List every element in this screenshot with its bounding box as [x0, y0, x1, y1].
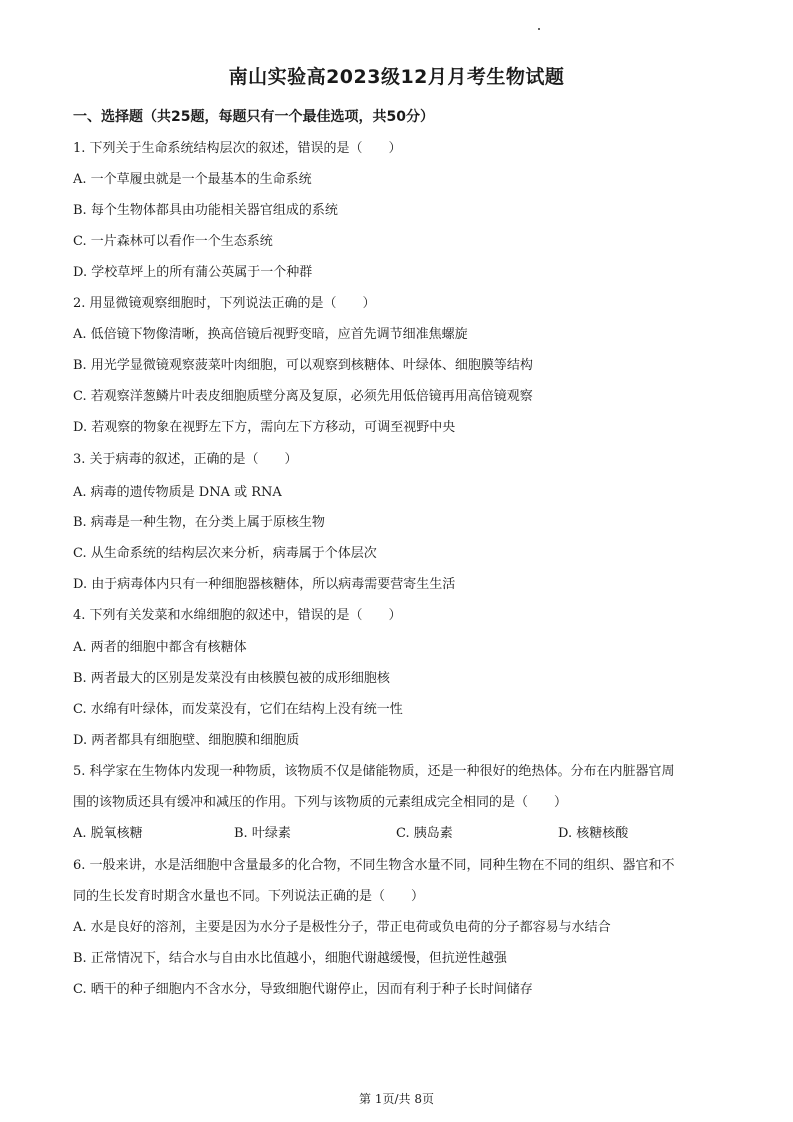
- q1-option-d: D. 学校草坪上的所有蒲公英属于一个种群: [73, 265, 313, 280]
- q5-option-c: C. 胰岛素: [396, 826, 453, 841]
- q3-option-b: B. 病毒是一种生物，在分类上属于原核生物: [73, 515, 325, 530]
- q1-option-a: A. 一个草履虫就是一个最基本的生命系统: [73, 172, 312, 187]
- q6-option-b: B. 正常情况下，结合水与自由水比值越小，细胞代谢越缓慢，但抗逆性越强: [73, 951, 507, 966]
- q6-stem-line1: 6. 一般来讲，水是活细胞中含量最多的化合物，不同生物含水量不同，同种生物在不同的组织、器官和不: [73, 858, 675, 873]
- q2-option-c: C. 若观察洋葱鳞片叶表皮细胞质壁分离及复原，必须先用低倍镜再用高倍镜观察: [73, 389, 533, 404]
- q4-option-a: A. 两者的细胞中都含有核糖体: [73, 640, 247, 655]
- q3-option-a: A. 病毒的遗传物质是 DNA 或 RNA: [73, 485, 282, 500]
- q1-option-b: B. 每个生物体都具由功能相关器官组成的系统: [73, 203, 338, 218]
- q5-option-a: A. 脱氧核糖: [73, 826, 143, 841]
- q6-stem-line2: 同的生长发育时期含水量也不同。下列说法正确的是（ ）: [73, 889, 425, 904]
- top-dot-mark: [538, 28, 540, 30]
- q2-option-b: B. 用光学显微镜观察菠菜叶肉细胞，可以观察到核糖体、叶绿体、细胞膜等结构: [73, 358, 533, 373]
- page-footer: 第 1页/共 8页: [359, 1092, 434, 1106]
- q5-option-b: B. 叶绿素: [234, 826, 291, 841]
- q2-stem: 2. 用显微镜观察细胞时，下列说法正确的是（ ）: [73, 296, 376, 311]
- q1-stem: 1. 下列关于生命系统结构层次的叙述，错误的是（ ）: [73, 141, 402, 156]
- q2-option-d: D. 若观察的物象在视野左下方，需向左下方移动，可调至视野中央: [73, 420, 456, 435]
- q6-option-a: A. 水是良好的溶剂，主要是因为水分子是极性分子，带正电荷或负电荷的分子都容易与水结合: [73, 920, 611, 935]
- q2-option-a: A. 低倍镜下物像清晰，换高倍镜后视野变暗，应首先调节细准焦螺旋: [73, 327, 468, 342]
- q6-option-c: C. 晒干的种子细胞内不含水分，导致细胞代谢停止，因而有利于种子长时间储存: [73, 982, 533, 997]
- q5-stem-line2: 围的该物质还具有缓冲和减压的作用。下列与该物质的元素组成完全相同的是（ ）: [73, 795, 568, 810]
- q3-option-d: D. 由于病毒体内只有一种细胞器核糖体，所以病毒需要营寄生生活: [73, 577, 456, 592]
- section-heading: 一、选择题（共25题，每题只有一个最佳选项，共50分）: [73, 109, 434, 125]
- q4-option-d: D. 两者都具有细胞壁、细胞膜和细胞质: [73, 733, 300, 748]
- q3-stem: 3. 关于病毒的叙述，正确的是（ ）: [73, 452, 298, 467]
- q4-stem: 4. 下列有关发菜和水绵细胞的叙述中，错误的是（ ）: [73, 608, 402, 623]
- q1-option-c: C. 一片森林可以看作一个生态系统: [73, 234, 273, 249]
- q4-option-c: C. 水绵有叶绿体，而发菜没有，它们在结构上没有统一性: [73, 702, 403, 717]
- q4-option-b: B. 两者最大的区别是发菜没有由核膜包被的成形细胞核: [73, 671, 390, 686]
- page-title: 南山实验高2023级12月月考生物试题: [228, 66, 565, 88]
- q3-option-c: C. 从生命系统的结构层次来分析，病毒属于个体层次: [73, 546, 377, 561]
- q5-option-d: D. 核糖核酸: [558, 826, 629, 841]
- q5-stem-line1: 5. 科学家在生物体内发现一种物质，该物质不仅是储能物质，还是一种很好的绝热体。分布在内脏器官周: [73, 764, 675, 779]
